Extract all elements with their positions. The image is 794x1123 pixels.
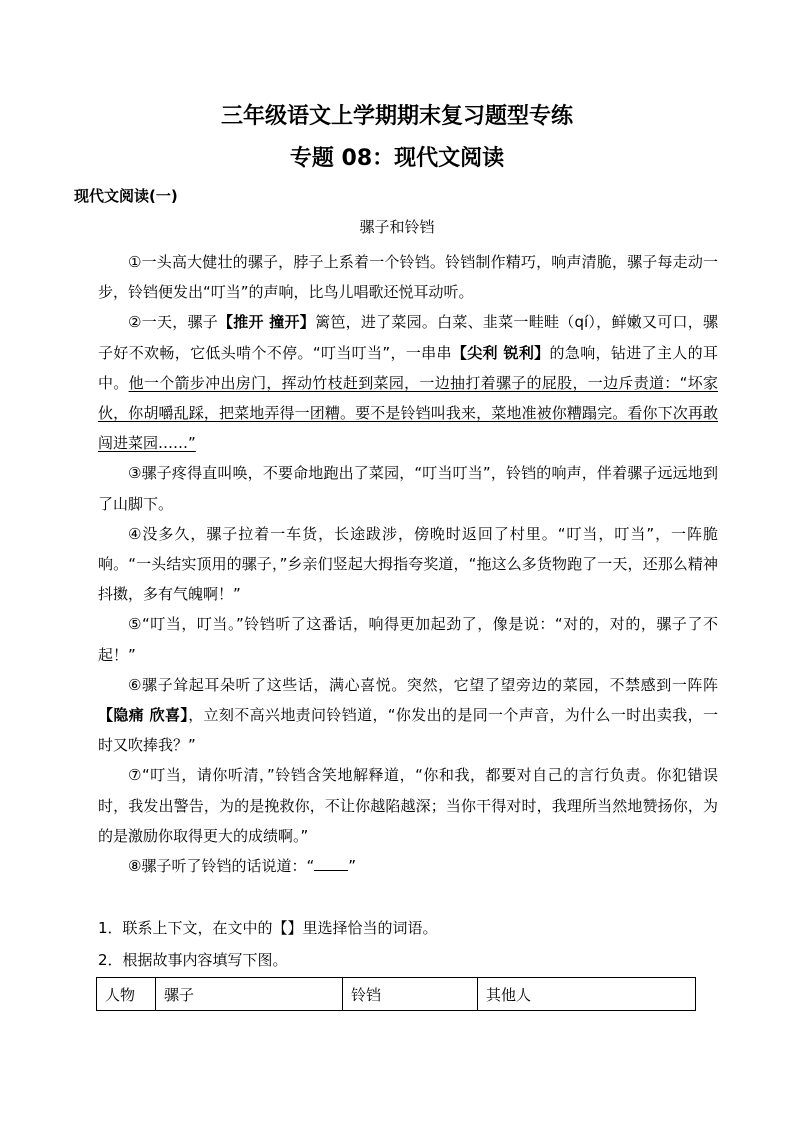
question-2: 2．根据故事内容填写下图。 (98, 951, 288, 969)
paragraph-8-text: ⑧骡子听了铃铛的话说道：“ (128, 857, 315, 876)
word-choice-3: 【隐痛 欣喜】 (98, 706, 189, 725)
section-heading: 现代文阅读(一) (74, 187, 178, 205)
paragraph-5: ⑤“叮当，叮当。”铃铛听了这番话，响得更加起劲了，像是说：“对的，对的，骡子了不起！” (98, 615, 718, 664)
paragraph-6-text: ⑥骡子耸起耳朵听了这些话，满心喜悦。突然，它望了望旁边的菜园，不禁感到一阵阵 (128, 675, 718, 694)
document-subtitle: 专题 08：现代文阅读 (289, 146, 505, 171)
question-1: 1．联系上下文，在文中的【】里选择恰当的词语。 (98, 919, 438, 937)
paragraph-2-text: 的急响，钻进了主人的耳中。 (98, 343, 718, 392)
paragraph-6 (98, 670, 718, 761)
paragraph-1: ①一头高大健壮的骡子，脖子上系着一个铃铛。铃铛制作精巧，响声清脆，骡子每走动一步，铃铛便发出“叮当”的声响，比鸟儿唱歌还悦耳动听。 (98, 253, 718, 302)
word-choice-1: 【推开 撞开】 (218, 313, 316, 332)
table-header-cell: 人物 (97, 978, 156, 1011)
paragraph-3: ③骡子疼得直叫唤，不要命地跑出了菜园，“叮当叮当”，铃铛的响声，伴着骡子远远地到了山脚下。 (98, 464, 718, 513)
underlined-passage: 他一个箭步冲出房门，挥动竹枝赶到菜园，一边抽打着骡子的屁股，一边斥责道：“坏家伙，你胡嚼乱踩，把菜地弄得一团糟。要不是铃铛叫我来，菜地准被你糟蹋完。看你下次再敢闯进菜园……” (98, 373, 718, 453)
paragraph-6-text: ，立刻不高兴地责问铃铛道，“你发出的是同一个声音，为什么一时出卖我，一时又吹捧我？” (98, 706, 718, 755)
paragraph-8 (98, 851, 718, 881)
story-body (98, 247, 718, 881)
paragraph-8-text: ” (348, 857, 357, 876)
questions (98, 912, 718, 976)
word-choice-2: 【尖利 锐利】 (451, 343, 550, 362)
paragraph-2-text: 篱笆，进了菜园。白菜、韭菜一畦畦（qí），鲜嫩又可口，骡子好不欢畅，它低头啃个不停。“叮当叮当”，一串串 (98, 313, 718, 362)
document-title: 三年级语文上学期期末复习题型专练 (220, 104, 573, 129)
paragraph-2 (98, 307, 718, 458)
character-table (96, 977, 696, 1011)
paragraph-4: ④没多久，骡子拉着一车货，长途跋涉，傍晚时返回了村里。“叮当，叮当”，一阵脆响。“一头结实顶用的骡子，”乡亲们竖起大拇指夸奖道，“拖这么多货物跑了一天，还那么精神抖擞，多有气魄啊！” (98, 524, 718, 604)
story-title: 骡子和铃铛 (359, 218, 435, 236)
paragraph-2-text: ②一天，骡子 (128, 313, 219, 332)
answer-blank[interactable] (314, 854, 348, 871)
table-header-cell: 骡子 (156, 978, 343, 1011)
table-header-cell: 铃铛 (343, 978, 478, 1011)
paragraph-7: ⑦“叮当，请你听清，”铃铛含笑地解释道，“你和我，都要对自己的言行负责。你犯错误时，我发出警告，为的是挽救你，不让你越陷越深；当你干得对时，我理所当然地赞扬你，为的是激励你取得更大的成绩啊。” (98, 766, 718, 845)
table-row (97, 978, 696, 1011)
table-header-cell: 其他人 (478, 978, 696, 1011)
